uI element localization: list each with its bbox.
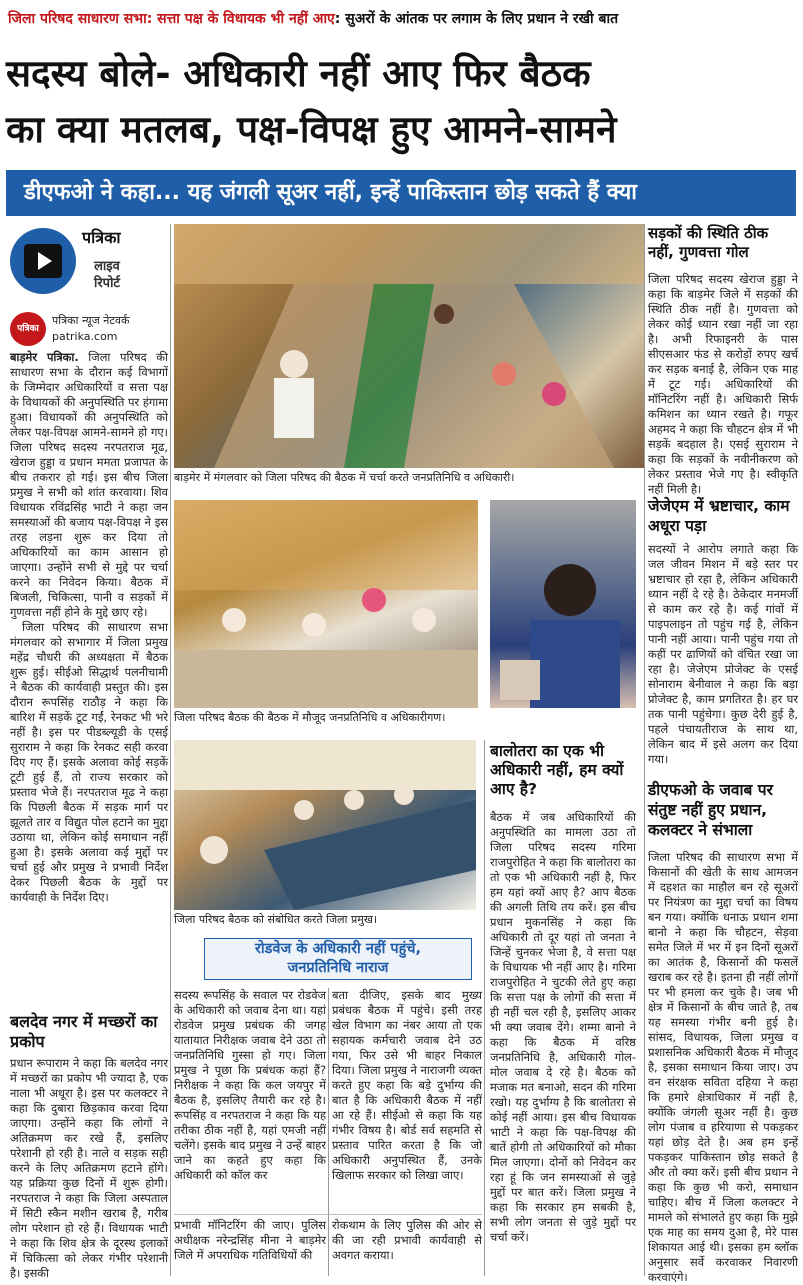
photo-caption-1: बाड़मेर में मंगलवार को जिला परिषद की बैठक में चर्चा करते जनप्रतिनिधि व अधिकारी। [174,471,515,484]
headline-line1: सदस्य बोले- अधिकारी नहीं आए फिर बैठक [6,52,591,95]
meeting-photo-3-graphic [490,500,636,708]
subhead-jjm: जेजेएम में भ्रष्टाचार, काम अधूरा पड़ा [648,497,790,535]
kicker-part2: सुअरों के आंतक पर लगाम के लिए प्रधान ने रखी बात [345,11,619,27]
live-report-label [94,258,120,292]
mosquito-text: प्रधान रूपाराम ने कहा कि बलदेव नगर में मच्छरों का प्रकोप भी ज्यादा है, एक नाला भी अधूरा है। इस पर कलक्टर ने कहा कि दुबारा छिड़काव करवा दिया जाएगा। उन्होंने कहा कि लोगों ने अतिक्रमण कर रखे हैं, इसलिए परेशानी हो रही है। नाले व सड़क सही करने के लिए अतिक्रमण हटाने होंगे। यह प्रक्रिया कुछ दिनों में शुरू होगी। नरपतराज ने कहा कि जिला अस्पताल में सिटी स्कैन मशीन खराब है, गरीब लोग परेशान हो रहे हैं। विधायक भाटी ने कहा कि शिव क्षेत्र के दूरस्थ इलाकों में चिकित्सा को लेकर गंभीर परेशानी है। इसकी [10,1056,168,1280]
bottom-text-1: प्रभावी मॉनिटरिंग की जाए। पुलिस अधीक्षक नरेन्द्रसिंह मीना ने बाड़मेर जिले में अपराधिक गतिविधियों की [174,1218,326,1262]
kicker-separator: : [334,11,341,27]
photo-caption-2: जिला परिषद बैठक की बैठक में मौजूद जनप्रतिनिधि व अधिकारीगण। [174,711,446,724]
live-report-logo [10,224,160,308]
dateline: बाड़मेर पत्रिका. [10,350,79,364]
brand-name: पत्रिका [82,228,121,247]
column-divider [170,224,171,1276]
column-divider [328,988,329,1276]
roads-text: जिला परिषद सदस्य खेराज हुड्डा ने कहा कि बाड़मेर जिले में सड़कों की स्थिति ठीक नहीं है। गुणवत्ता को लेकर कोई ध्यान रखा नहीं जा रहा है। अभी रिफाइनरी के पास सीएसआर फंड से करोड़ों रुपए खर्च कर सड़क बनाई है, लेकिन एक माह में टूट गई। अधिकारियों की मॉनिटरिंग नहीं है। अधिकारी सिर्फ कमिशन का ध्यान रखते है। गफूर अहमद ने कहा कि चौहटन क्षेत्र में भी सड़कें बदहाल है। एसई सुराराम ने कहा कि सड़कों के नवीनीकरण को लेकर प्रस्ताव भेजे गए है। स्वीकृति नहीं मिली है। [648,272,798,496]
live-label: लाइव [94,259,120,274]
roadways-heading-line1: रोडवेज के अधिकारी नहीं पहुंचे, [254,941,422,957]
dfo-text: जिला परिषद की साधारण सभा में किसानों की खेती के साथ आमजन में दहशत का माहौल बन रहे सूअरों पर नियंत्रण का मुद्दा चर्चा का विषय बन गया। क्योंकि धनाऊ प्रधान शमा बानो ने कहा कि चौहटन, सेड़वा समेत जिले में भर में इन दिनों सूअरों का आतंक है, किसानों की फसलें खराब कर रहे है। इतना ही नहीं लोगों पर भी हमला कर चुके है। जब भी क्षेत्र में किसानों के बीच जाते है, तब यह समस्या गंभीर बनी हुई है। सांसद, विधायक, जिला प्रमुख व प्रशासनिक अधिकारी बैठक में मौजूद है, इसका समाधान किया जाए। उप वन संरक्षक सविता दहिया ने कहा कि हमारे क्षेत्राधिकार में नहीं है, क्योंकि जंगली सूअर नहीं है। कुछ लोग पंजाब व हरियाणा से पकड़कर यहां छोड़ देते है। अब हम इन्हें पकड़कर पाकिस्तान छोड़ सकते है और तो क्या करें। इसी बीच प्रधान ने कहा कि कुछ भी करो, समाधान चाहिए। बीच में जिला कलक्टर ने मामले को संभालते हुए कहा कि मुझे एक माह का समय दुआ है, मेरे पास शिकायत आई थी। इसका हम ब्लॉक अनुसार सर्वे करवाकर निवारणी करवाएंगे। [648,850,798,1284]
news-network-credit [10,312,168,346]
article-lead [10,350,168,1008]
roadways-text-2: बता दीजिए, इसके बाद मुख्य प्रबंधक बैठक में पहुंचे। इसी तरह खेल विभाग का नंबर आया तो एक सहायक कर्मचारी जवाब देने उठ गया, फिर उसे भी बाहर निकाल दिया। जिला प्रमुख ने नाराजगी व्यक्त करते हुए कहा कि बड़े दुर्भाग्य की बात है कि अधिकारी बैठक में नहीं आ रहे हैं। सीईओ से कहा कि यह गंभीर विषय है। बोर्ड सर्व सहमति से प्रस्ताव पारित करता है कि जो अधिकारी अनुपस्थित हैं, उनके खिलाफ सरकार को लिखा जाए। [332,988,482,1182]
subhead-mosquito: बलदेव नगर में मच्छरों का प्रकोप [10,1012,158,1051]
play-icon [10,228,76,294]
section-divider [174,1214,482,1215]
meeting-photo-2 [174,500,478,708]
bottom-text-2: रोकथाम के लिए पुलिस की ओर से की जा रही प्रभावी कार्यवाही से अवगत कराया। [332,1218,482,1262]
subhead-balotra: बालोतरा का एक भी अधिकारी नहीं, हम क्यों आए है? [490,742,624,798]
meeting-photo-2-graphic [174,500,478,708]
roadways-heading-line2: जनप्रतिनिधि नाराज [287,960,389,976]
lead-text-2: जिला परिषद की साधारण सभा मंगलवार को सभागार में जिला प्रमुख महेंद्र चौधरी की अध्यक्षता में बैठक शुरू हुई। सीईओ सिद्धार्थ पलनीचामी ने बैठक की कार्यवाही प्रस्तुत की। इस दौरान रूपसिंह राठौड़ ने कहा कि बारिश में सड़कें टूट गईं, रेनकट भी भरे नहीं है। इस पर पीडब्ल्यूडी के एसई सुराराम ने कहा कि रेनकट सही करवा दिए गए हैं। इसके अलावा कोई सड़कें टूटी हुई हैं, तो राज्य सरकार को प्रस्ताव भेजे हैं। नरपतराज मूढ ने कहा कि पिछली बैठक में सड़क मार्ग पर झूलते तार व विद्युत पोल हटाने का मुद्दा उठाया था, लेकिन कोई समाधान नहीं हुआ है। इसके अलावा कई मुद्दों पर चर्चा हुई और प्रमुख ने प्रभावी निर्देश देकर पिछली बैठक के मुद्दों पर कार्यवाही के निर्देश दिए। [10,620,168,904]
subhead-roads: सड़कों की स्थिति ठीक नहीं, गुणवत्ता गोल [648,224,769,261]
headline-line2: का क्या मतलब, पक्ष-विपक्ष हुए आमने-सामने [6,108,617,151]
kicker-part1: जिला परिषद साधारण सभा: सत्ता पक्ष के विधायक भी नहीं आए [8,11,335,27]
kicker-line [8,4,798,34]
blue-banner: डीएफओ ने कहा... यह जंगली सूअर नहीं, इन्हें पाकिस्तान छोड़ सकते हैं क्या [6,170,796,216]
headline [6,46,798,158]
meeting-photo-3 [490,500,636,708]
lead-text: जिला परिषद की साधारण सभा के दौरान कई विभागों के जिम्मेदार अधिकारियों व सत्ता पक्ष के विधायकों की अनुपस्थिति पर हंगामा हुआ। विधायकों की अनुपस्थिति को लेकर पक्ष-विपक्ष आमने-सामने हो गए। जिला परिषद सदस्य नरपतराज मूढ, खेराज हुड्डा व प्रधान ममता प्रजापत के बीच तकरार हो गई। इस बीच जिला प्रमुख ने सभी को शांत करवाया। शिव विधायक रविंद्रसिंह भाटी ने कहा जन समस्याओं की बजाय पक्ष-विपक्ष ने इस तरह लड़ना शुरू कर दिया तो अधिकारियों का काम आसान हो जाएगा। उन्होंने सभी से मुद्दे पर चर्चा करने का निवेदन किया। बैठक में बिजली, चिकित्सा, पानी व सड़कों में गुणवत्ता नहीं होने के मुद्दे छाए रहे। [10,350,168,619]
network-name: पत्रिका न्यूज नेटवर्क [52,314,130,327]
meeting-photo-graphic [174,224,644,468]
meeting-photo-4 [174,740,476,910]
roadways-text-1: सदस्य रूपसिंह के सवाल पर रोडवेज के अधिकारी को जवाब देना था। यहां रोडवेज प्रमुख प्रबंधक की जगह यातायात निरीक्षक जवाब देने उठा तो जनप्रतिनिधि गुस्सा हो गए। जिला प्रमुख ने पूछा कि प्रबंधक कहां हैं? निरीक्षक ने कहा कि कल जयपुर में बैठक है, इसलिए तैयारी कर रहे है। रूपसिंह व नरपतराज ने कहा कि यह तरीका ठीक नहीं है, यहां एमजी नहीं चलेंगे। इसके बाद प्रमुख ने उन्हें बाहर जाने का कहते हुए कहा कि अधिकारी को कॉल कर [174,988,326,1182]
roadways-box-heading [204,938,472,980]
report-label: रिपोर्ट [94,276,120,291]
meeting-photo-4-graphic [174,740,476,910]
photo-caption-3: जिला परिषद बैठक को संबोधित करते जिला प्रमुख। [174,913,377,926]
subhead-dfo: डीएफओ के जवाब पर संतुष्ट नहीं हुए प्रधान, कलक्टर ने संभाला [648,781,773,839]
balotra-text: बैठक में जब अधिकारियों की अनुपस्थिति का मामला उठा तो जिला परिषद सदस्य गरिमा राजपुरोहित ने कहा कि बालोतरा का तो एक भी अधिकारी नहीं है, फिर हम यहां क्यों आए है? आप बैठक की अगली तिथि तय करें। इस बीच प्रधान मुकनसिंह ने कहा कि अधिकारी तो दूर यहां तो जनता ने जिन्हें चुनकर भेजा है, वे सत्ता पक्ष के विधायक भी नहीं आए है। गरिमा राजपुरोहित ने चुटकी लेते हुए कहा कि सत्ता पक्ष के लोगों की सत्ता में ही नहीं चल रही है, इसलिए आकर भी क्या जवाब देंगे। शम्मा बानो ने कहा कि बैठक में वरिष्ठ जनप्रतिनिधि है, अधिकारी गोल-मोल जवाब दे रहे है। बैठक को मजाक मत बनाओ, सदन की गरिमा रखो। यह दुर्भाग्य है कि बालोतरा से कोई नहीं आया। इस बीच विधायक भाटी ने कहा कि पक्ष-विपक्ष की बातें होगी तो अधिकारियों को मौका मिल जाएगा। दोनों को निवेदन कर रहा हूं कि जन समस्याओं से जुड़े मुद्दों पर बात करें। जिला प्रमुख ने कहा कि सरकार हम सबकी है, सभी लोग जनता से जुड़े मुद्दों पर चर्चा करें। [490,810,636,1244]
jjm-text: सदस्यों ने आरोप लगाते कहा कि जल जीवन मिशन में बड़े स्तर पर भ्रष्टाचार हो रहा है, लेकिन अधिकारी ध्यान नहीं दे रहे है। ठेकेदार मनमर्जी से काम कर रहे है। कई गांवों में पाइपलाइन तो पहुंच गई है, लेकिन पानी नहीं आया। पानी पहुंच गया तो कहीं पर ढाणियों को वंचित रखा जा रहा है। जेजेएम प्रोजेक्ट के एसई सोनाराम बेनीवाल ने कहा कि बड़ा प्रोजेक्ट है, काम प्रगतिरत है। हर घर तक पानी पहुंचेगा। कुछ देरी हुई है, पहले पंचायतीराज के साथ था, लेकिन बाद में इसे अलग कर दिया गया। [648,542,798,766]
patrika-logo: पत्रिका [10,312,46,346]
meeting-photo-main [174,224,644,468]
website: patrika.com [52,330,118,343]
column-divider [644,224,645,1276]
column-divider [484,740,485,1276]
